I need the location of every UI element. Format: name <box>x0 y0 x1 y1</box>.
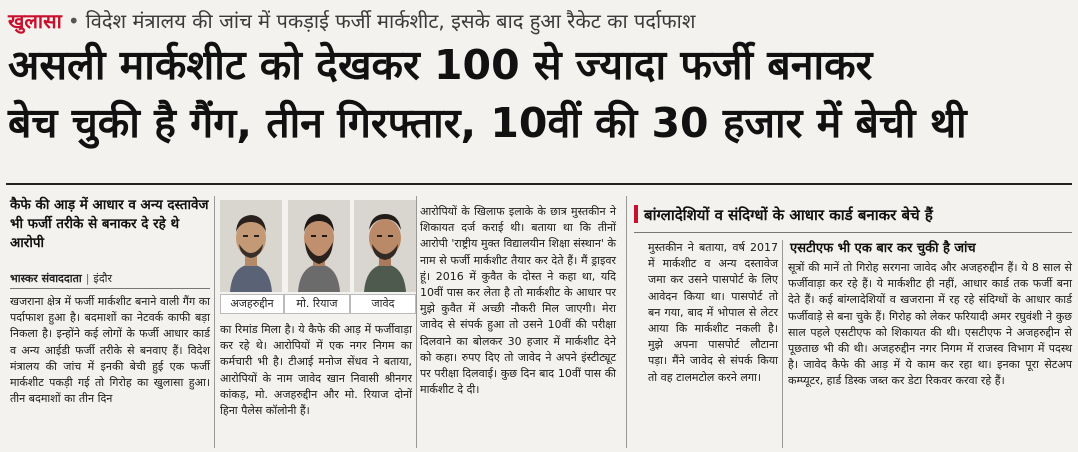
column-divider <box>416 196 417 448</box>
sidebar-column-2: सूत्रों की मानें तो गिरोह सरगना जावेद और अजहरुद्दीन हैं। ये 8 साल से फर्जीवाड़ा कर रहे हैं। ये मार्कशीट ही नहीं, आधार कार्ड तक फर्जी बना देते हैं। कई बांग्लादेशियों व खजराना में रह रहे संदिग्धों के आधार कार्ड फर्जीवाड़े से बना चुके हैं। गिरोह को लेकर फरियादी अमर रघुवंशी ने कुछ साल पहले एसटीएफ को शिकायत की थी। एसटीएफ ने अजहरुद्दीन से पूछताछ भी की थी। अजहरुद्दीन नगर निगम में राजस्व विभाग में पदस्थ है। जावेद कैफे की आड़ में ये काम कर रहा था। इनका पूरा सेटअप कम्प्यूटर, हार्ड डिस्क जब्त कर डेटा रिकवर करवा रहे हैं। <box>788 261 1072 388</box>
accused-photo-2 <box>288 200 350 292</box>
article-column-1: खजराना क्षेत्र में फर्जी मार्कशीट बनाने वाली गैंग का पर्दाफाश हुआ है। बदमाशों का नेटवर्क काफी बड़ा निकला है। इन्होंने कई लोगों के फर्जी आधार कार्ड व अन्य आईडी फर्जी तरीके से बनवाए हैं। विदेश मंत्रालय की जांच में इनकी बेची हुई एक फर्जी मार्कशीट पकड़ी गई तो गिरोह का खुलासा हुआ। तीन बदमाशों का तीन दिन <box>10 295 210 406</box>
article-column-3: आरोपियों के खिलाफ इलाके के छात्र मुस्तकीन ने शिकायत दर्ज कराई थी। बताया था कि तीनों आरोपी 'राष्ट्रीय मुक्त विद्यालयीन शिक्षा संस्थान' के नाम से फर्जी मार्कशीट तैयार कर देते हैं। मैं ड्राइवर हूं। 2016 में कुवैत के दोस्त ने कहा था, यदि 10वीं पास कर लेता है तो मार्कशीट के आधार पर मुझे कुवैत में अच्छी नौकरी मिल जाएगी। मेरा जावेद से संपर्क हुआ तो उसने 10वीं की परीक्षा दिलवाने का बोलकर 30 हजार में मार्कशीट देने को कहा। रुपए दिए तो जावेद ने अपने इंस्टीट्यूट पर परीक्षा दिलवाई। कुछ दिन बाद 10वीं पास की मार्कशीट दे दी। <box>420 205 616 397</box>
accused-photo-1 <box>220 200 282 292</box>
photo-caption-1: अजहरुद्दीन <box>220 294 284 314</box>
deck-text: कैफे की आड़ में आधार व अन्य दस्तावेज भी फर्जी तरीके से बनाकर दे रहे थे आरोपी <box>10 197 209 251</box>
sidebar-divider <box>634 232 1072 233</box>
kicker-label: खुलासा <box>8 9 62 33</box>
column-divider <box>626 196 627 448</box>
heading-marker <box>634 205 638 223</box>
kicker-text: विदेश मंत्रालय की जांच में पकड़ाई फर्जी मार्कशीट, इसके बाद हुआ रैकेट का पर्दाफाश <box>85 9 696 33</box>
byline-separator: | <box>85 272 90 285</box>
headline-line-2: बेच चुकी है गैंग, तीन गिरफ्तार, 10वीं की 30 हजार में बेची थी <box>8 99 967 147</box>
byline <box>10 271 210 286</box>
sidebar-heading <box>634 202 1072 228</box>
sidebar-subheading: एसटीएफ भी एक बार कर चुकी है जांच <box>790 241 976 256</box>
photo-caption-3: जावेद <box>350 294 416 314</box>
column-divider <box>782 240 783 448</box>
article-column-2: का रिमांड मिला है। ये कैफे की आड़ में फर्जीवाड़ा कर रहे थे। आरोपियों में एक नगर निगम का कर्मचारी भी है। टीआई मनोज सेंधव ने बताया, आरोपियों के नाम जावेद खान निवासी श्रीनगर कांकड़, मो. अजहरुद्दीन और मो. रियाज दोनों हिना पैलेस कॉलोनी हैं। <box>220 323 412 418</box>
sidebar-heading-text: बांग्लादेशियों व संदिग्धों के आधार कार्ड बनाकर बेचे हैं <box>644 206 933 224</box>
photo-caption-2: मो. रियाज <box>284 294 350 314</box>
headline-line-1: असली मार्कशीट को देखकर 100 से ज्यादा फर्जी बनाकर <box>8 41 873 89</box>
column-divider <box>214 196 215 448</box>
byline-reporter: भास्कर संवाददाता <box>10 272 82 285</box>
byline-city: इंदौर <box>93 272 113 285</box>
headline-divider <box>6 183 1072 185</box>
kicker-line <box>8 6 1068 36</box>
sidebar-column-1: मुस्तकीन ने बताया, वर्ष 2017 में मार्कशीट व अन्य दस्तावेज जमा कर उसने पासपोर्ट के लिए आवेदन किया था। पासपोर्ट तो बन गया, बाद में भोपाल से लेटर आया कि मार्कशीट नकली है। मुझे अपना पासपोर्ट लौटाना पड़ा। मैंने जावेद से संपर्क किया तो वह टालमटोल करने लगा। <box>648 241 778 384</box>
byline-divider <box>10 288 210 289</box>
bullet-icon: • <box>67 9 80 33</box>
accused-photo-3 <box>354 200 416 292</box>
